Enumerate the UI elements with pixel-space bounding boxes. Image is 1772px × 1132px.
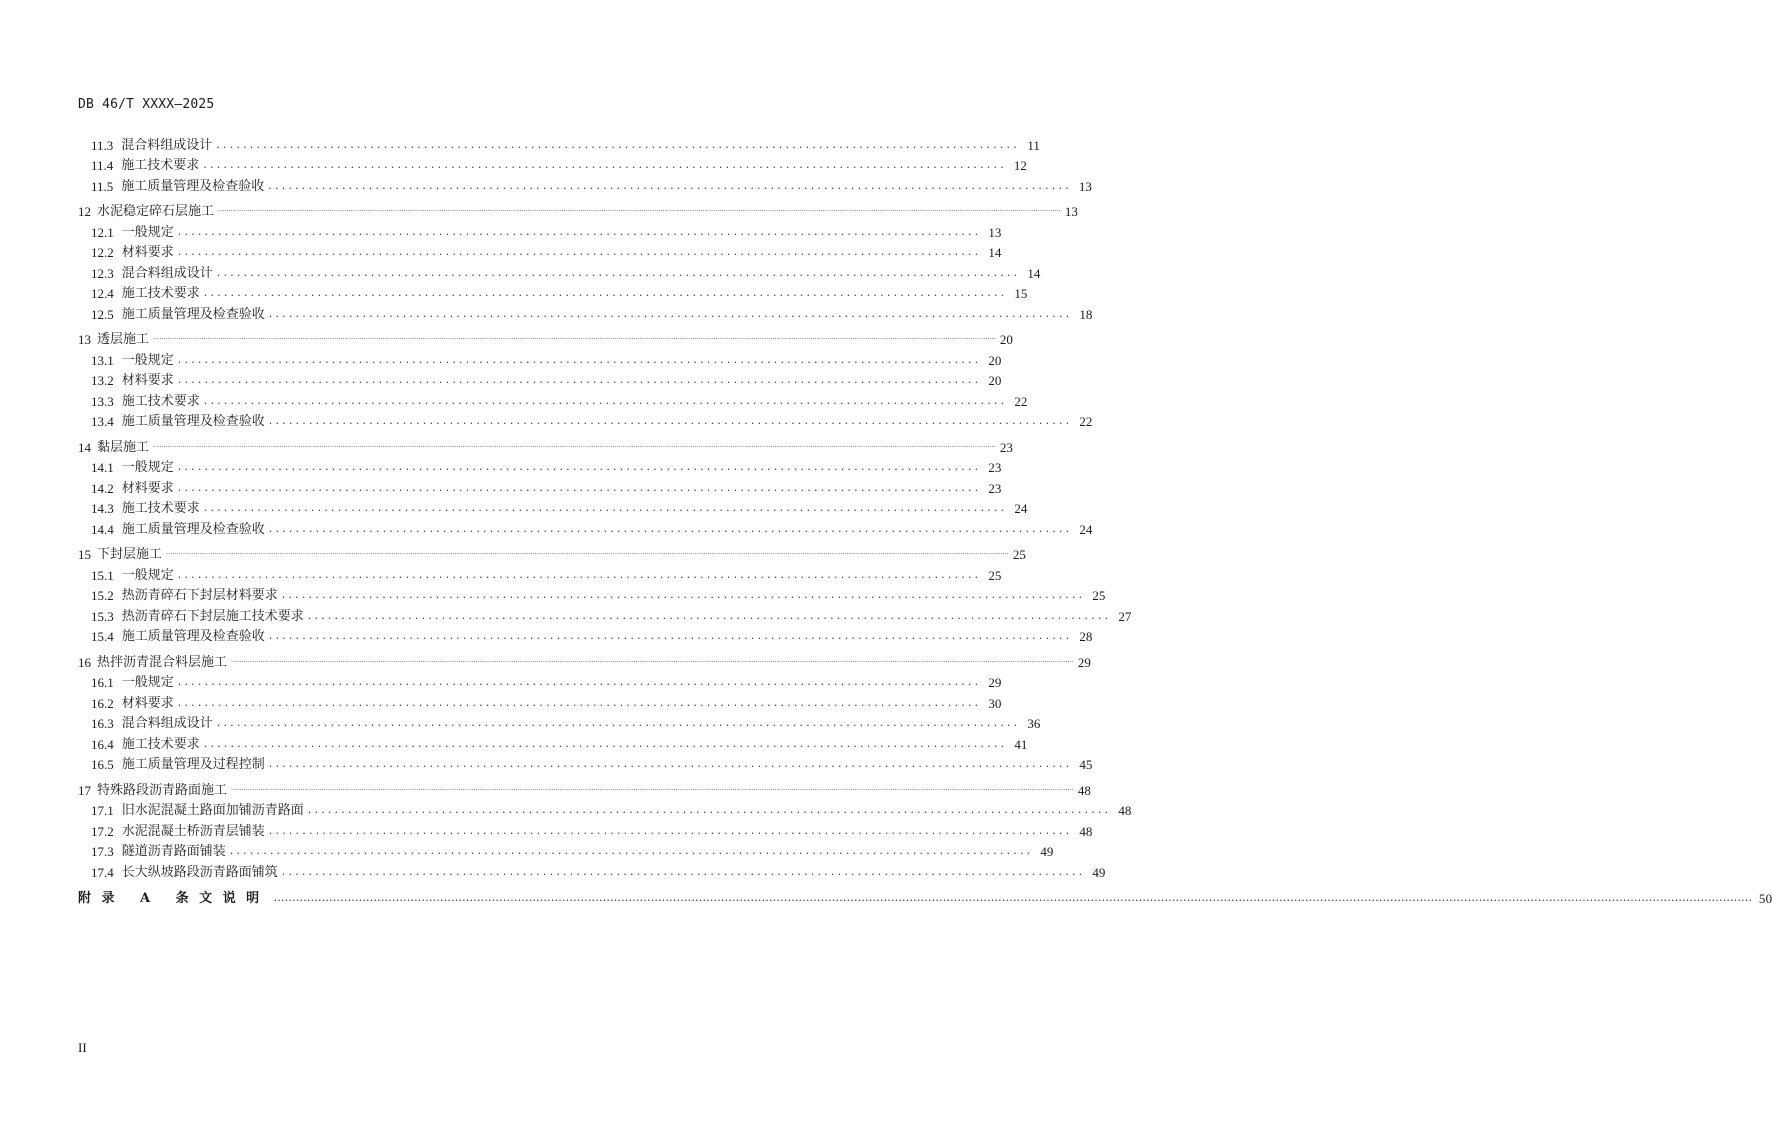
toc-entry-page: 41 <box>1014 736 1028 752</box>
toc-entry-title: 施工质量管理及检查验收 <box>121 306 265 322</box>
toc-entry-title: 施工技术要求 <box>121 158 200 173</box>
toc-leader-dots: ........................................................................................................................ <box>177 352 982 366</box>
toc-entry-number: 15.4 <box>91 629 114 644</box>
toc-entry-page: 49 <box>1040 844 1054 859</box>
toc-section-entry[interactable] <box>78 862 1106 883</box>
toc-leader-dots: ........................................................................................................................ <box>268 414 1073 427</box>
toc-entry-page: 20 <box>999 332 1013 347</box>
toc-entry-number: 14.1 <box>91 460 114 475</box>
toc-section-entry[interactable] <box>78 801 1132 822</box>
toc-section-entry[interactable] <box>78 304 1093 325</box>
toc-entry-page: 49 <box>1092 864 1106 880</box>
toc-leader-dots: ........................................................................................................................ <box>268 178 1072 192</box>
toc-section-entry[interactable] <box>78 222 1002 243</box>
toc-entry-number: 16.3 <box>91 716 114 731</box>
toc-entry-title: 下封层施工 <box>97 547 163 562</box>
toc-leader-dots: ........................................................................................................................ <box>307 608 1112 622</box>
toc-section-entry[interactable] <box>78 135 1040 156</box>
toc-section-entry[interactable] <box>78 350 1002 371</box>
toc-entry-page: 36 <box>1027 716 1041 731</box>
toc-entry-title: 长大纵坡路段沥青路面铺筑 <box>121 864 278 880</box>
toc-entry-number: 16.2 <box>91 695 114 711</box>
toc-leader-dots: ........................................................................................................................ <box>203 501 1008 514</box>
toc-entry-page: 27 <box>1118 608 1132 624</box>
toc-entry-page: 11 <box>1027 137 1040 153</box>
toc-section-entry[interactable] <box>78 693 1002 714</box>
toc-section-entry[interactable] <box>78 627 1093 648</box>
toc-entry-number: 17.3 <box>91 844 114 859</box>
toc-entry-page: 14 <box>1027 265 1041 281</box>
toc-entry-title: 混合料组成设计 <box>121 716 213 731</box>
toc-entry-page: 12 <box>1013 158 1027 173</box>
toc-entry-page: 30 <box>988 695 1002 711</box>
toc-entry-title: 热拌沥青混合料层施工 <box>97 654 228 670</box>
toc-entry-number: 16.4 <box>91 736 114 752</box>
toc-entry-title: 施工技术要求 <box>121 736 200 752</box>
toc-entry-number: 12.5 <box>91 306 114 322</box>
toc-entry-title: 透层施工 <box>97 332 150 347</box>
toc-section-entry[interactable] <box>78 586 1106 607</box>
toc-section-entry[interactable] <box>78 176 1092 197</box>
toc-entry-number: 15 <box>78 547 91 562</box>
toc-section-entry[interactable] <box>78 499 1028 520</box>
toc-leader-dots: ........................................................................................................................ <box>203 286 1008 299</box>
toc-entry-number: 14 <box>78 439 91 455</box>
toc-leader-dots: ........................................................................................................................ <box>203 158 1007 171</box>
page-number: II <box>78 1040 87 1055</box>
toc-entry-title: 施工质量管理及检查验收 <box>121 521 265 537</box>
toc-entry-number: 16.1 <box>91 675 114 690</box>
toc-entry-page: 13 <box>1078 178 1092 194</box>
toc-leader-dots: ........................................................................................................................ <box>177 373 982 386</box>
toc-entry-number: 17.1 <box>91 803 114 818</box>
toc-leader-dots: ........................................................................................................................ <box>268 757 1073 770</box>
toc-leader-dots: ........................................................................................................................ <box>268 521 1073 535</box>
table-of-contents <box>78 135 1772 909</box>
toc-entry-page: 24 <box>1079 521 1093 537</box>
toc-leader-dots: ........................................................................................................................ <box>177 695 982 709</box>
toc-section-entry[interactable] <box>78 606 1132 627</box>
toc-entry-page: 29 <box>1077 654 1091 670</box>
toc-entry-number: 11.3 <box>91 137 114 153</box>
toc-entry-number: 14.3 <box>91 501 114 516</box>
toc-entry-number: 12.2 <box>91 245 114 260</box>
toc-entry-title: 施工质量管理及检查验收 <box>121 414 265 429</box>
toc-entry-number: 12.3 <box>91 265 114 281</box>
toc-section-entry[interactable] <box>78 284 1028 305</box>
toc-entry-page: 13 <box>1064 204 1078 219</box>
toc-entry-title: 水泥稳定碎石层施工 <box>97 204 215 219</box>
toc-section-entry[interactable] <box>78 821 1093 842</box>
toc-leader-dots: ........................................................................................................................ <box>216 716 1021 729</box>
toc-entry-page: 48 <box>1077 782 1091 798</box>
toc-leader-dots: ................................................................................................................................................................................................................................................................................................................................................................................................................ <box>153 334 996 341</box>
toc-section-entry[interactable] <box>78 412 1093 433</box>
toc-section-entry[interactable] <box>78 478 1002 499</box>
toc-entry-number: 12.4 <box>91 286 114 301</box>
toc-entry-number: 17.2 <box>91 823 114 839</box>
toc-section-entry[interactable] <box>78 391 1028 412</box>
toc-leader-dots: ........................................................................................................................ <box>268 823 1073 837</box>
toc-entry-page: 25 <box>1012 547 1026 562</box>
toc-entry-page: 23 <box>988 480 1002 496</box>
toc-leader-dots: ................................................................................................................................................................................................................................................................................................................................................................................................................ <box>231 656 1074 664</box>
toc-entry-page: 22 <box>1079 414 1093 429</box>
toc-entry-page: 24 <box>1014 501 1028 516</box>
toc-entry-page: 25 <box>1092 588 1106 603</box>
toc-entry-title: 材料要求 <box>121 245 174 260</box>
toc-entry-title: 施工技术要求 <box>121 393 200 409</box>
toc-entry-number: 12.1 <box>91 224 114 240</box>
toc-section-entry[interactable] <box>78 842 1054 863</box>
toc-entry-page: 48 <box>1079 823 1093 839</box>
toc-entry-page: 45 <box>1079 757 1093 772</box>
toc-entry-page: 28 <box>1079 629 1093 644</box>
toc-entry-number: 13.3 <box>91 393 114 409</box>
toc-entry-title: 热沥青碎石下封层材料要求 <box>121 588 278 603</box>
toc-entry-page: 13 <box>988 224 1002 240</box>
toc-leader-dots: ........................................................................................................................ <box>281 864 1086 878</box>
toc-appendix-entry[interactable] <box>78 889 1772 910</box>
toc-entry-number: 17.4 <box>91 864 114 880</box>
toc-chapter-entry[interactable] <box>78 780 1091 801</box>
document-code-header: DB 46/T XXXX—2025 <box>78 97 215 112</box>
toc-entry-page: 23 <box>988 460 1002 475</box>
toc-entry-title: 特殊路段沥青路面施工 <box>97 782 228 798</box>
toc-entry-title: 旧水泥混凝土路面加铺沥青路面 <box>121 803 304 818</box>
toc-entry-number: 15.2 <box>91 588 114 603</box>
toc-leader-dots: ........................................................................................................................ <box>177 480 982 494</box>
toc-entry-title: 一般规定 <box>121 224 174 240</box>
toc-entry-number: 13.2 <box>91 373 114 388</box>
toc-section-entry[interactable] <box>78 734 1028 755</box>
toc-entry-number: 14.4 <box>91 521 114 537</box>
toc-leader-dots: ........................................................................................................................ <box>216 265 1021 279</box>
toc-chapter-entry[interactable] <box>78 330 1013 351</box>
toc-entry-title: 施工技术要求 <box>121 501 200 516</box>
toc-entry-title: 混合料组成设计 <box>121 137 213 153</box>
toc-leader-dots: ........................................................................................................................ <box>216 137 1020 151</box>
toc-entry-number: 12 <box>78 204 91 219</box>
toc-leader-dots: ................................................................................................................................................................................................................................................................................................................................................................................................................ <box>166 549 1009 556</box>
toc-entry-number: 17 <box>78 782 91 798</box>
toc-leader-dots: ................................................................................................................................................................................................................................................................................................................................................................................................................ <box>153 441 996 449</box>
toc-entry-title: 一般规定 <box>121 567 174 583</box>
toc-entry-title: 材料要求 <box>121 695 174 711</box>
toc-entry-page: 50 <box>1758 891 1772 906</box>
toc-entry-title: 施工质量管理及检查验收 <box>121 178 265 194</box>
toc-entry-page: 14 <box>988 245 1002 260</box>
toc-entry-page: 22 <box>1014 393 1028 409</box>
toc-section-entry[interactable] <box>78 673 1002 694</box>
toc-leader-dots: ........................................................................................................................ <box>177 245 982 258</box>
toc-entry-title: 黏层施工 <box>97 439 150 455</box>
toc-leader-dots: ........................................................................................................................ <box>177 675 982 688</box>
toc-entry-number: 16.5 <box>91 757 114 772</box>
toc-leader-dots: ................................................................................................................................................................................................................................................................................................................................................................................................................ <box>273 891 1753 904</box>
toc-entry-number: 11.5 <box>91 178 114 194</box>
toc-section-entry[interactable] <box>78 156 1027 177</box>
toc-leader-dots: ........................................................................................................................ <box>307 803 1112 816</box>
toc-entry-number: 15.1 <box>91 567 114 583</box>
toc-entry-title: 施工质量管理及检查验收 <box>121 629 265 644</box>
toc-section-entry[interactable] <box>78 263 1041 284</box>
toc-entry-number: 13.4 <box>91 414 114 429</box>
toc-entry-title: 水泥混凝土桥沥青层铺装 <box>121 823 265 839</box>
toc-entry-number: 11.4 <box>91 158 114 173</box>
toc-entry-page: 25 <box>988 567 1002 583</box>
toc-leader-dots: ........................................................................................................................ <box>281 588 1086 601</box>
toc-leader-dots: ........................................................................................................................ <box>177 567 982 581</box>
toc-entry-title: 一般规定 <box>121 675 174 690</box>
toc-entry-page: 48 <box>1118 803 1132 818</box>
toc-chapter-entry[interactable] <box>78 652 1091 673</box>
toc-leader-dots: ........................................................................................................................ <box>203 736 1008 750</box>
toc-entry-title: 混合料组成设计 <box>121 265 213 281</box>
toc-section-entry[interactable] <box>78 371 1002 392</box>
toc-chapter-entry[interactable] <box>78 545 1026 566</box>
toc-entry-number: 13.1 <box>91 352 114 368</box>
toc-entry-number: 14.2 <box>91 480 114 496</box>
toc-entry-number: 16 <box>78 654 91 670</box>
toc-leader-dots: ........................................................................................................................ <box>177 460 982 473</box>
toc-entry-title: 施工技术要求 <box>121 286 200 301</box>
toc-entry-number: 15.3 <box>91 608 114 624</box>
toc-section-entry[interactable] <box>78 565 1002 586</box>
toc-entry-page: 20 <box>988 352 1002 368</box>
toc-chapter-entry[interactable] <box>78 437 1013 458</box>
toc-leader-dots: ........................................................................................................................ <box>268 306 1073 320</box>
toc-entry-number: 13 <box>78 332 91 347</box>
toc-leader-dots: ................................................................................................................................................................................................................................................................................................................................................................................................................ <box>231 784 1074 792</box>
toc-entry-title: 一般规定 <box>121 352 174 368</box>
toc-leader-dots: ........................................................................................................................ <box>177 224 982 238</box>
toc-entry-page: 15 <box>1014 286 1028 301</box>
toc-leader-dots: ................................................................................................................................................................................................................................................................................................................................................................................................................ <box>218 206 1061 213</box>
toc-section-entry[interactable] <box>78 714 1041 735</box>
toc-entry-title: 隧道沥青路面铺装 <box>121 844 226 859</box>
toc-leader-dots: ........................................................................................................................ <box>203 393 1008 407</box>
toc-entry-title: 热沥青碎石下封层施工技术要求 <box>121 608 304 624</box>
toc-entry-title: 施工质量管理及过程控制 <box>121 757 265 772</box>
toc-section-entry[interactable] <box>78 458 1002 479</box>
toc-entry-page: 20 <box>988 373 1002 388</box>
toc-entry-title: 附录 A 条文说明 <box>78 891 270 906</box>
toc-leader-dots: ........................................................................................................................ <box>229 844 1034 857</box>
toc-section-entry[interactable] <box>78 243 1002 264</box>
toc-entry-title: 材料要求 <box>121 480 174 496</box>
toc-entry-title: 一般规定 <box>121 460 174 475</box>
toc-entry-page: 23 <box>999 439 1013 455</box>
toc-section-entry[interactable] <box>78 755 1093 776</box>
toc-entry-page: 29 <box>988 675 1002 690</box>
toc-leader-dots: ........................................................................................................................ <box>268 629 1073 642</box>
toc-entry-title: 材料要求 <box>121 373 174 388</box>
toc-entry-page: 18 <box>1079 306 1093 322</box>
toc-section-entry[interactable] <box>78 519 1093 540</box>
toc-chapter-entry[interactable] <box>78 202 1078 223</box>
